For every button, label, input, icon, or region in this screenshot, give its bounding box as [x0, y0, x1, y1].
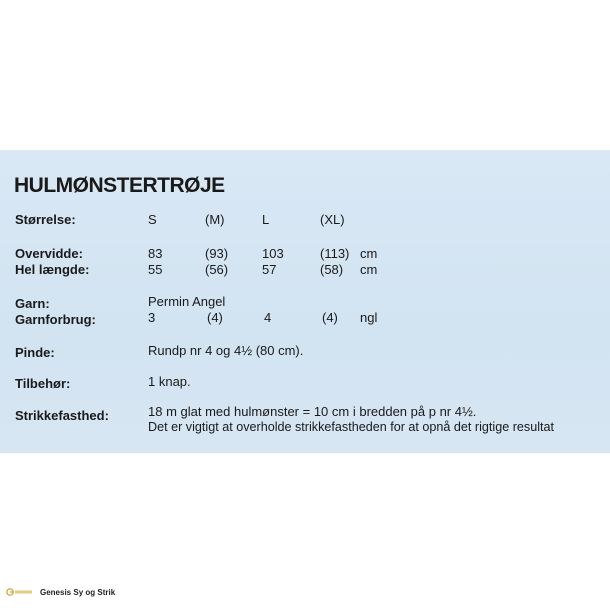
chest-label: Overvidde: [15, 246, 83, 261]
length-l: 57 [262, 262, 277, 277]
yarn-label: Garn: [15, 296, 50, 311]
length-s: 55 [148, 262, 163, 277]
needles-value: Rundp nr 4 og 4½ (80 cm). [148, 343, 304, 358]
length-unit: cm [360, 262, 378, 277]
gauge-label: Strikkefasthed: [15, 408, 109, 423]
genesis-logo-icon [6, 587, 34, 597]
gauge-line-1: 18 m glat med hulmønster = 10 cm i bredden på p nr 4½. [148, 404, 477, 419]
yarn-use-l: 4 [264, 310, 272, 325]
length-xl: (58) [320, 262, 344, 277]
size-label: Størrelse: [15, 212, 76, 227]
chest-unit: cm [360, 246, 378, 261]
yarn-value: Permin Angel [148, 294, 226, 309]
chest-l: 103 [262, 246, 284, 261]
size-m: (M) [205, 212, 225, 227]
needles-label: Pinde: [15, 345, 55, 360]
length-m: (56) [205, 262, 229, 277]
size-s: S [148, 212, 157, 227]
pattern-title: HULMØNSTERTRØJE [14, 174, 225, 197]
chest-s: 83 [148, 246, 163, 261]
chest-m: (93) [205, 246, 229, 261]
size-xl: (XL) [320, 212, 345, 227]
length-label: Hel længde: [15, 262, 90, 277]
footer-text: Genesis Sy og Strik [40, 587, 116, 597]
size-l: L [262, 212, 270, 227]
yarn-use-unit: ngl [360, 310, 378, 325]
yarn-use-xl: (4) [322, 310, 338, 325]
footer-brand [6, 585, 115, 599]
yarn-use-m: (4) [207, 310, 223, 325]
gauge-line-2: Det er vigtigt at overholde strikkefastheden for at opnå det rigtige resultat [148, 420, 555, 434]
yarn-use-label: Garnforbrug: [15, 312, 96, 327]
accessories-label: Tilbehør: [15, 376, 71, 391]
yarn-use-s: 3 [148, 310, 156, 325]
accessories-value: 1 knap. [148, 374, 191, 389]
chest-xl: (113) [320, 246, 350, 261]
